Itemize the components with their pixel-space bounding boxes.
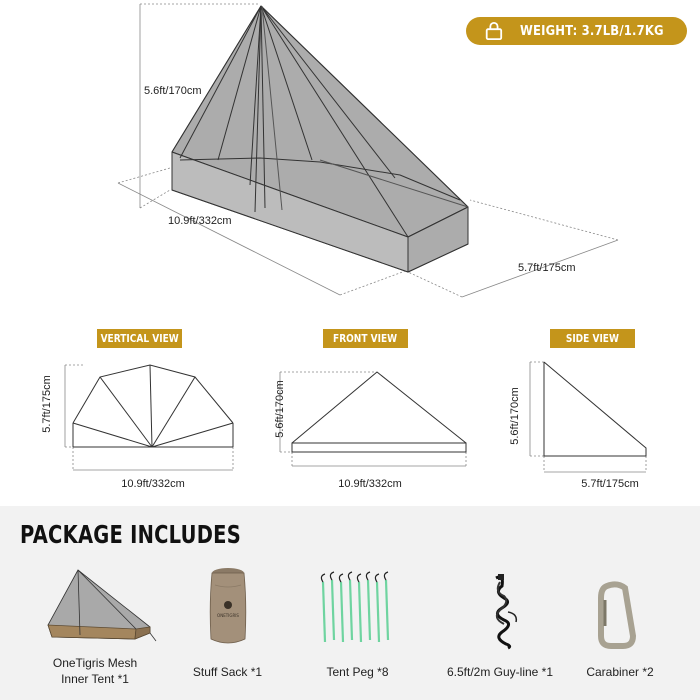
length-dimension-label: 10.9ft/332cm (168, 215, 232, 227)
vertical-view-side-label: 5.7ft/175cm (41, 375, 53, 433)
carabiner-icon (595, 580, 640, 650)
vertical-view-diagram (55, 355, 245, 480)
front-view-bottom-label: 10.9ft/332cm (338, 478, 402, 490)
item-label-stuff-sack: Stuff Sack *1 (192, 665, 263, 679)
package-title: PACKAGE INCLUDES (20, 520, 241, 549)
weight-text: WEIGHT: 3.7LB/1.7KG (519, 23, 664, 39)
stuff-sack-icon (203, 565, 253, 649)
front-view-tag (323, 329, 408, 348)
side-view-bottom-label: 5.7ft/175cm (581, 478, 639, 490)
vertical-view-title: VERTICAL VIEW (100, 332, 179, 345)
weight-badge (466, 17, 687, 45)
vertical-view-tag (97, 329, 182, 348)
tent-pegs-icon (315, 570, 395, 650)
lock-weight-icon (484, 20, 504, 42)
side-view-side-label: 5.6ft/170cm (509, 387, 521, 445)
tent-3d-diagram (0, 0, 700, 310)
vertical-view-bottom-label: 10.9ft/332cm (121, 478, 185, 490)
width-dimension-label: 5.7ft/175cm (518, 262, 576, 274)
sack-brand-text: ONETIGRIS (217, 613, 239, 618)
front-view-side-label: 5.6ft/170cm (274, 380, 286, 438)
item-label-inner-tent (25, 655, 165, 687)
inner-tent-line1: OneTigris Mesh (52, 656, 138, 670)
guy-line-icon (478, 572, 528, 652)
height-dimension-label: 5.6ft/170cm (144, 85, 202, 97)
side-view-tag (550, 329, 635, 348)
side-view-title: SIDE VIEW (565, 332, 620, 345)
item-label-guy-line: 6.5ft/2m Guy-line *1 (446, 665, 554, 679)
item-label-tent-peg: Tent Peg *8 (326, 665, 389, 679)
front-view-title: FRONT VIEW (333, 332, 398, 345)
item-label-carabiner: Carabiner *2 (586, 665, 654, 679)
mesh-tent-icon (40, 565, 160, 650)
inner-tent-line2: Inner Tent *1 (61, 672, 129, 686)
side-view-diagram (520, 352, 660, 477)
front-view-diagram (270, 362, 480, 477)
